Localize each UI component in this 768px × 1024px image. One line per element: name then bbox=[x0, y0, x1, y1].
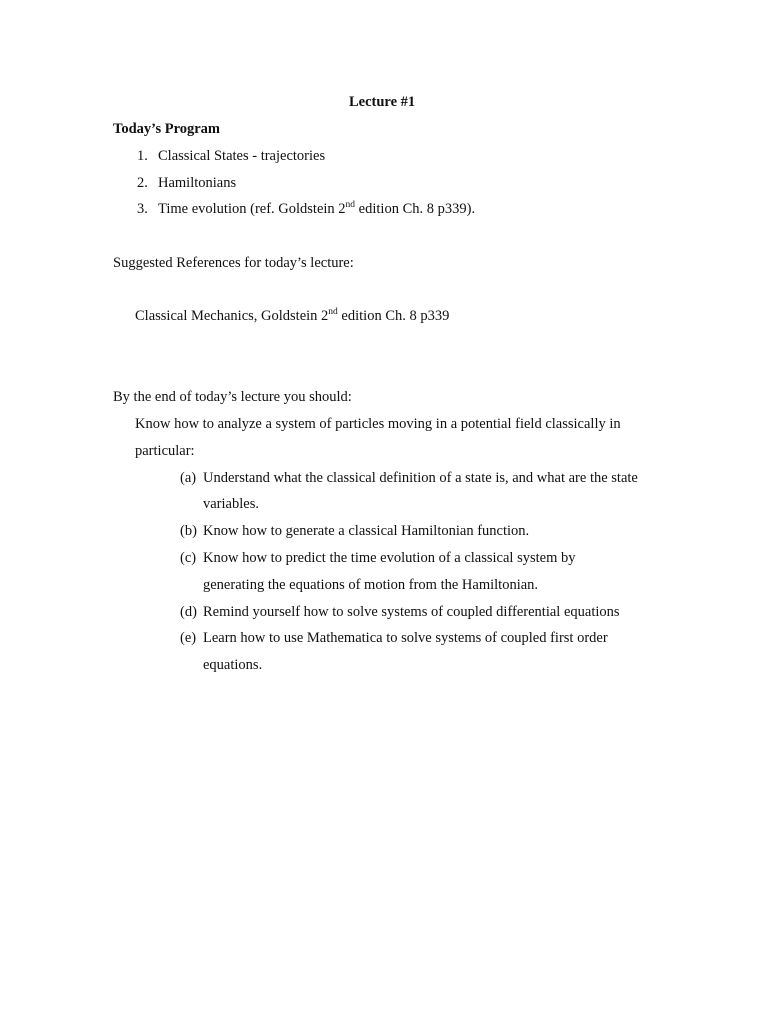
goal-text: Remind yourself how to solve systems of coupled differential equations bbox=[203, 604, 620, 620]
program-item-text bbox=[158, 201, 475, 218]
ordinal-superscript: nd bbox=[328, 307, 338, 317]
goal-text: Know how to predict the time evolution of a classical system by bbox=[203, 550, 576, 566]
goal-text-continued: variables. bbox=[203, 496, 259, 512]
reference-entry bbox=[135, 308, 449, 325]
reference-text-before: Classical Mechanics, Goldstein 2 bbox=[135, 308, 329, 324]
goal-text: Learn how to use Mathematica to solve systems of coupled first order bbox=[203, 630, 608, 646]
program-item-text: Hamiltonians bbox=[158, 175, 237, 191]
goal-label: (b) bbox=[180, 523, 197, 539]
goal-text-continued: equations. bbox=[203, 657, 263, 673]
goals-lead-line1: Know how to analyze a system of particles moving in a potential field classically in bbox=[135, 416, 621, 432]
goals-intro: By the end of today’s lecture you should: bbox=[113, 389, 352, 405]
reference-text-after: edition Ch. 8 p339 bbox=[337, 308, 450, 324]
lecture-title: Lecture #1 bbox=[349, 94, 416, 110]
goal-label: (a) bbox=[180, 470, 197, 486]
goal-label: (c) bbox=[180, 550, 197, 566]
program-item-number: 3. bbox=[137, 201, 148, 217]
program-item-text: Classical States - trajectories bbox=[158, 148, 326, 164]
references-heading: Suggested References for today’s lecture: bbox=[113, 255, 354, 271]
goal-text: Know how to generate a classical Hamiltonian function. bbox=[203, 523, 530, 539]
program-item-number: 1. bbox=[137, 148, 148, 164]
goal-label: (e) bbox=[180, 630, 197, 646]
ordinal-superscript: nd bbox=[345, 200, 356, 210]
goal-text-continued: generating the equations of motion from the Hamiltonian. bbox=[203, 577, 539, 593]
program-item bbox=[137, 201, 148, 218]
program-item-number: 2. bbox=[137, 175, 148, 191]
goal-label: (d) bbox=[180, 604, 197, 620]
program-item-text-after: edition Ch. 8 p339). bbox=[355, 201, 476, 217]
program-item-text-before: Time evolution (ref. Goldstein 2 bbox=[158, 201, 346, 217]
program-item bbox=[137, 175, 148, 192]
goals-lead-line2: particular: bbox=[135, 443, 195, 459]
program-item bbox=[137, 148, 148, 165]
goal-text: Understand what the classical definition of a state is, and what are the state bbox=[203, 470, 638, 486]
program-heading: Today’s Program bbox=[113, 121, 221, 137]
